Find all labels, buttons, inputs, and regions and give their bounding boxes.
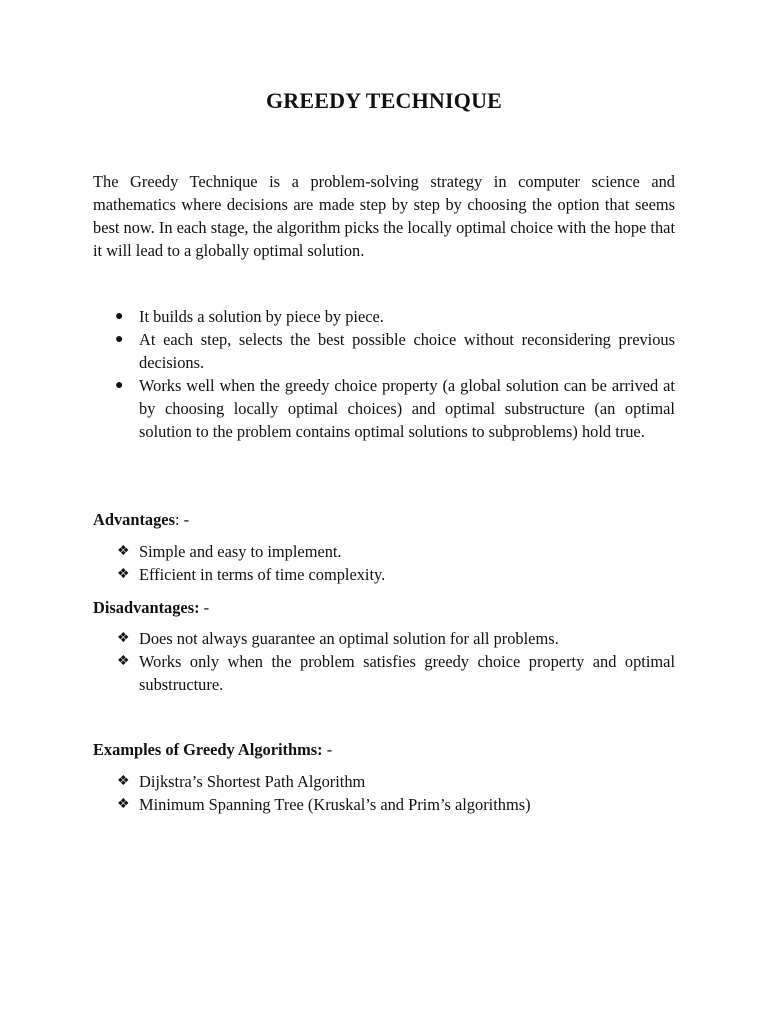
diamond-bullet-icon: ❖ xyxy=(117,774,130,789)
disadvantages-heading xyxy=(93,596,209,619)
list-item xyxy=(93,627,675,650)
examples-heading-label: Examples of Greedy Algorithms: xyxy=(93,740,323,759)
bullet-icon: ● xyxy=(115,378,124,393)
list-item xyxy=(93,540,675,563)
feature-bullet-list xyxy=(93,305,675,443)
intro-paragraph: The Greedy Technique is a problem-solving strategy in computer science and mathematics where decisions are made step by step by choosing the option that seems best now. In each stage, the algorithm picks the locally optimal choice with the hope that it will lead to a globally optimal solution. xyxy=(93,172,676,260)
diamond-bullet-icon: ❖ xyxy=(117,797,130,812)
list-item-text: Efficient in terms of time complexity. xyxy=(139,565,386,584)
advantages-heading xyxy=(93,508,189,531)
examples-heading-suffix: - xyxy=(322,740,333,759)
list-item xyxy=(93,793,675,816)
diamond-bullet-icon: ❖ xyxy=(117,544,130,559)
disadvantages-heading-label: Disadvantages: xyxy=(93,598,200,617)
advantages-heading-label: Advantages xyxy=(93,510,175,529)
list-item-text: Dijkstra’s Shortest Path Algorithm xyxy=(139,772,366,791)
list-item xyxy=(93,770,675,793)
diamond-bullet-icon: ❖ xyxy=(117,631,130,646)
list-item-text: Simple and easy to implement. xyxy=(139,542,342,561)
bullet-item xyxy=(93,374,675,443)
diamond-bullet-icon: ❖ xyxy=(117,567,130,582)
disadvantages-heading-suffix: - xyxy=(199,598,210,617)
bullet-text: At each step, selects the best possible choice without reconsidering previous decisions. xyxy=(139,330,675,372)
bullet-item xyxy=(93,328,675,374)
list-item-text: Minimum Spanning Tree (Kruskal’s and Prim’s algorithms) xyxy=(139,795,531,814)
list-item-text: Works only when the problem satisfies greedy choice property and optimal substructure. xyxy=(139,652,675,694)
bullet-item xyxy=(93,305,675,328)
list-item-text: Does not always guarantee an optimal solution for all problems. xyxy=(139,629,559,648)
bullet-icon: ● xyxy=(115,309,124,324)
list-item xyxy=(93,650,675,696)
advantages-heading-suffix: : - xyxy=(174,510,190,529)
advantages-list xyxy=(93,540,675,586)
bullet-icon: ● xyxy=(115,332,124,347)
disadvantages-list xyxy=(93,627,675,696)
diamond-bullet-icon: ❖ xyxy=(117,654,130,669)
document-title: GREEDY TECHNIQUE xyxy=(265,88,503,113)
bullet-text: Works well when the greedy choice property (a global solution can be arrived at by choosing locally optimal choices) and optimal substructure (an optimal solution to the problem contains optimal solutions to subproblems) hold true. xyxy=(139,376,675,441)
examples-heading xyxy=(93,738,332,761)
bullet-text: It builds a solution by piece by piece. xyxy=(139,307,384,326)
list-item xyxy=(93,563,675,586)
examples-list xyxy=(93,770,675,816)
